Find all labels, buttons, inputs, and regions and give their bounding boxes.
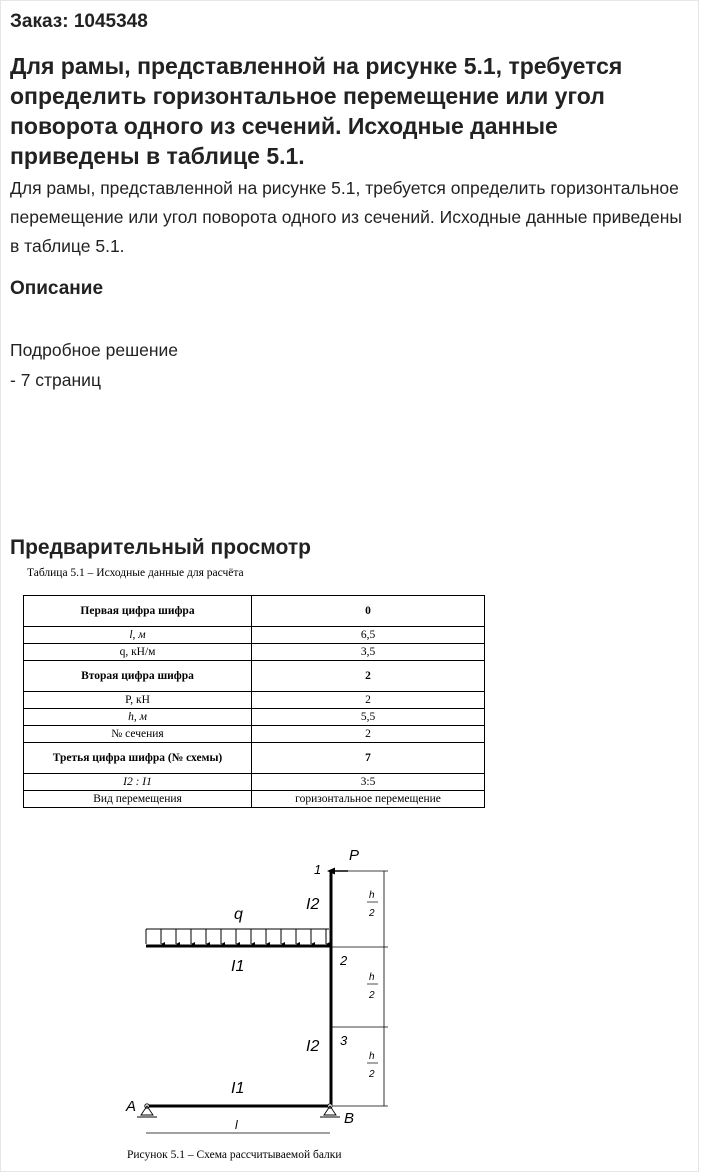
height-dimension-lines [331, 871, 388, 1106]
svg-text:h: h [369, 1051, 375, 1062]
svg-text:h: h [369, 890, 375, 901]
table-row [24, 726, 485, 743]
svg-text:2: 2 [369, 908, 375, 919]
table-row [24, 627, 485, 644]
table-cell: горизонтальное перемещение [252, 791, 485, 808]
force-p-label: P [349, 847, 360, 864]
table-caption: Таблица 5.1 – Исходные данные для расчёта [27, 567, 244, 579]
svg-text:h: h [369, 972, 375, 983]
svg-text:2: 2 [369, 1069, 375, 1080]
table-cell: l, м [24, 627, 252, 644]
table-row [24, 743, 485, 774]
task-title: Для рамы, представленной на рисунке 5.1, требуется определить горизонтальное перемещение или угол поворота одного из сечений. Исходные данные приведены в таблице 5.1. [10, 53, 623, 169]
description-heading: Описание [10, 278, 104, 299]
section-1-label: 1 [314, 862, 322, 877]
preview-heading: Предварительный просмотр [10, 536, 311, 559]
table-row [24, 791, 485, 808]
section-2-label: 2 [340, 953, 348, 968]
table-cell: 5,5 [252, 709, 485, 726]
table-cell: № сечения [24, 726, 252, 743]
table-cell: 3,5 [252, 644, 485, 661]
frame-scheme-figure [116, 841, 406, 1141]
source-data-table [23, 595, 485, 808]
stiffness-i2-bottom-label: I2 [306, 1038, 320, 1055]
section-3-label: 3 [340, 1033, 348, 1048]
order-title: Заказ: 1045348 [10, 11, 148, 32]
table-cell: 2 [252, 726, 485, 743]
table-cell: 3:5 [252, 774, 485, 791]
stiffness-i1-upper-label: I1 [231, 958, 245, 975]
table-row [24, 774, 485, 791]
table-cell: q, кН/м [24, 644, 252, 661]
task-text: Для рамы, представленной на рисунке 5.1, требуется определить горизонтальное перемещение или угол поворота одного из сечений. Исходные данные приведены в таблице 5.1. [10, 178, 682, 256]
table-cell: Вид перемещения [24, 791, 252, 808]
table-cell: I2 : I1 [24, 774, 252, 791]
table-row [24, 709, 485, 726]
dimension-h-over-2-bottom [367, 1051, 378, 1080]
table-cell: 6,5 [252, 627, 485, 644]
table-cell: 2 [252, 661, 485, 692]
table-cell: 7 [252, 743, 485, 774]
table-row [24, 644, 485, 661]
table-cell: 0 [252, 596, 485, 627]
table-cell: P, кН [24, 692, 252, 709]
table-row [24, 596, 485, 627]
table-cell: h, м [24, 709, 252, 726]
table-cell: Первая цифра шифра [24, 596, 252, 627]
load-q-label: q [234, 906, 243, 923]
table-cell: Вторая цифра шифра [24, 661, 252, 692]
table-cell: 2 [252, 692, 485, 709]
stiffness-i1-lower-label: I1 [231, 1080, 245, 1097]
figure-caption: Рисунок 5.1 – Схема рассчитываемой балки [127, 1149, 342, 1161]
span-l-label: l [235, 1118, 238, 1132]
stiffness-i2-top-label: I2 [306, 896, 320, 913]
support-a-label: A [126, 1098, 137, 1115]
support-b-label: B [344, 1110, 355, 1127]
description-line-2: - 7 страниц [10, 370, 101, 390]
table-cell: Третья цифра шифра (№ схемы) [24, 743, 252, 774]
table-row [24, 661, 485, 692]
dimension-h-over-2-middle [367, 972, 378, 1001]
description-line-1: Подробное решение [10, 340, 179, 360]
table-row [24, 692, 485, 709]
distributed-load-q [146, 929, 329, 944]
svg-text:2: 2 [369, 990, 375, 1001]
dimension-h-over-2-top [367, 890, 378, 919]
